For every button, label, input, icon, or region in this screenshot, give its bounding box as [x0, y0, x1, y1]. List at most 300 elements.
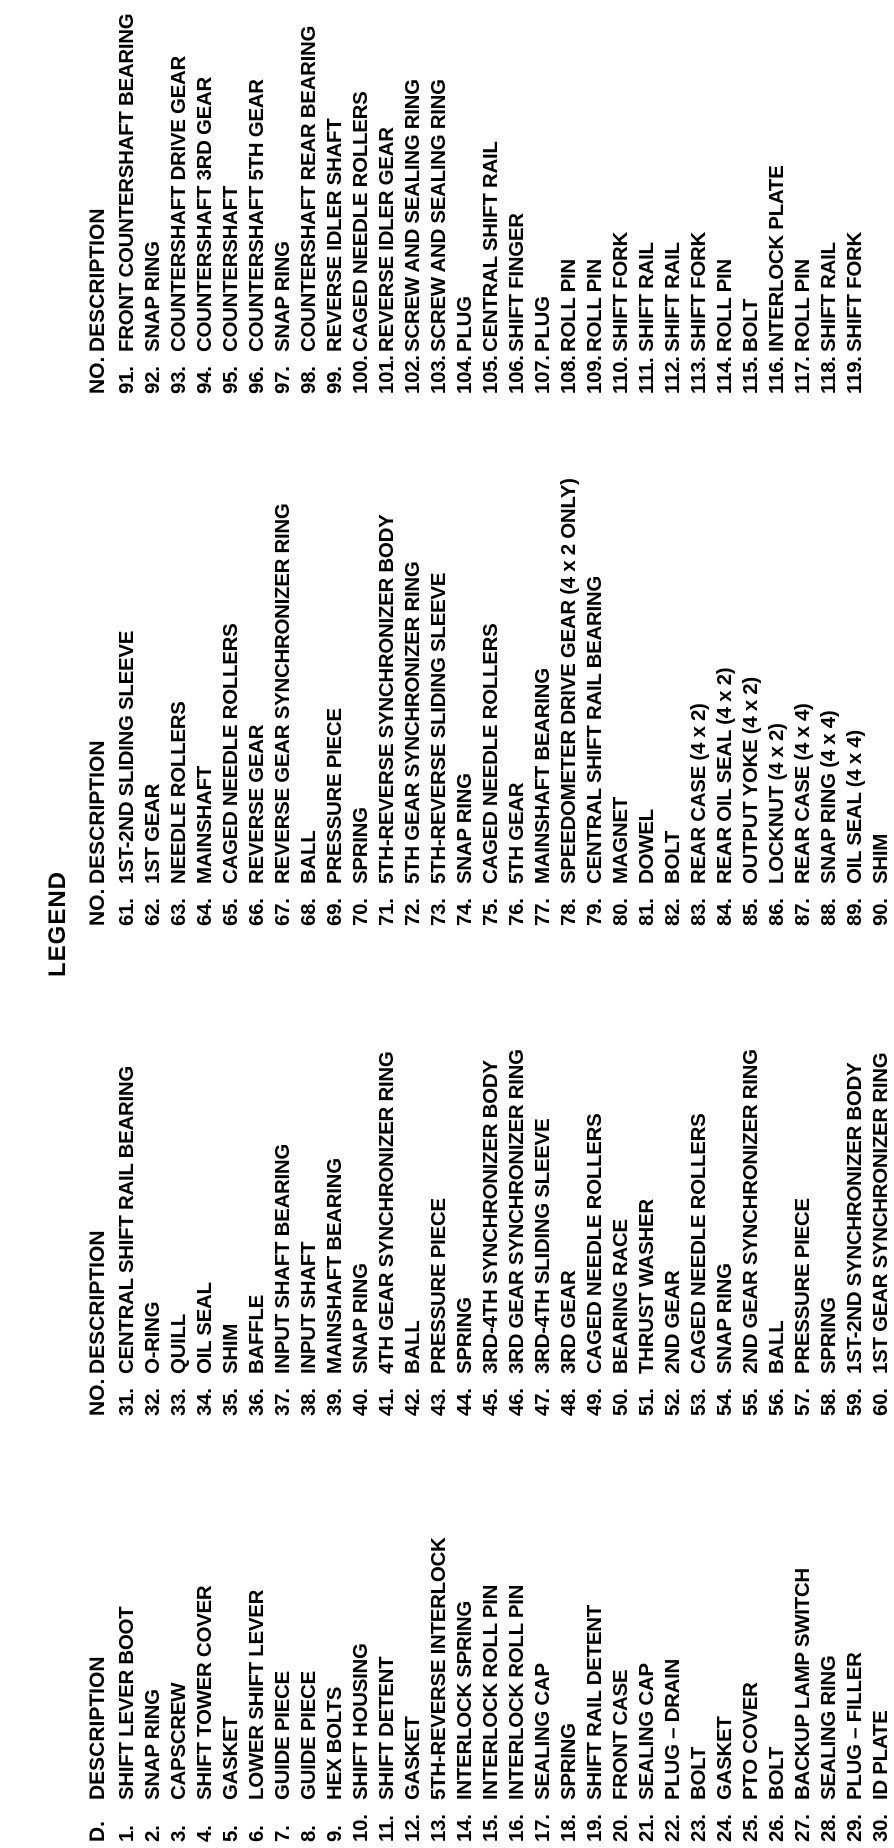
legend-item [790, 478, 816, 926]
legend-item-number: 4. [193, 1825, 216, 1842]
no-header: NO. [86, 888, 109, 926]
legend-item-number: 111. [635, 357, 658, 394]
legend-item [426, 478, 452, 926]
legend-item-description: INTERLOCK ROLL PIN [505, 1584, 528, 1800]
legend-item-description: SNAP RING [141, 241, 164, 352]
legend-item-description: GASKET [713, 1716, 736, 1800]
legend-item [582, 1049, 608, 1416]
legend-item [608, 1049, 634, 1416]
legend-item-number: 79. [583, 898, 606, 926]
legend-item-number: 49. [583, 1388, 606, 1416]
legend-item-number: 119. [843, 356, 866, 394]
legend-item-description: MAINSHAFT [193, 765, 216, 884]
legend-item [868, 1049, 894, 1416]
legend-item [348, 1049, 374, 1416]
legend-item-description: FRONT COUNTERSHAFT BEARING [115, 13, 138, 352]
legend-item-number: 113. [687, 356, 710, 394]
legend-item-number: 15. [479, 1814, 502, 1842]
legend-item-description: SHIFT FORK [843, 232, 866, 352]
legend-item [400, 1537, 426, 1842]
legend-item-description: BALL [765, 1320, 788, 1374]
legend-item-number: 97. [271, 366, 294, 394]
legend-item [790, 1537, 816, 1842]
legend-item-number: 66. [245, 898, 268, 926]
legend-item-number: 101. [375, 355, 398, 394]
legend-item [868, 478, 894, 926]
legend-item-description: REVERSE IDLER GEAR [375, 127, 398, 352]
legend-item-number: 19. [583, 1814, 606, 1842]
legend-item-number: 70. [349, 898, 372, 926]
legend-item-description: 3RD GEAR [557, 1270, 580, 1374]
legend-item [192, 1049, 218, 1416]
legend-item-number: 96. [245, 366, 268, 394]
legend-item-number: 33. [167, 1388, 190, 1416]
legend-item [244, 1049, 270, 1416]
legend-item [556, 1049, 582, 1416]
legend-item [374, 1049, 400, 1416]
legend-item-description: ID PLATE [869, 1710, 892, 1800]
legend-item-number: 68. [297, 898, 320, 926]
legend-item-number: 59. [843, 1388, 866, 1416]
legend-item-description: OIL SEAL (4 x 4) [843, 730, 866, 884]
legend-item-number: 6. [245, 1825, 268, 1842]
legend-item-description: DOWEL [635, 809, 658, 884]
legend-item-description: SPEEDOMETER DRIVE GEAR (4 x 2 ONLY) [557, 478, 580, 884]
legend-item [114, 1537, 140, 1842]
legend-item-number: 71. [375, 898, 398, 926]
legend-column-2 [86, 1049, 894, 1416]
legend-item-number: 115. [739, 356, 762, 394]
legend-item [764, 1537, 790, 1842]
legend-item-number: 98. [297, 366, 320, 394]
legend-item-description: SPRING [453, 1297, 476, 1374]
legend-item-description: HEX BOLTS [323, 1686, 346, 1800]
legend-item-description: SCREW AND SEALING RING [401, 79, 424, 352]
legend-item-description: SHIFT HOUSING [349, 1643, 372, 1800]
legend-item [296, 1537, 322, 1842]
legend-item [452, 478, 478, 926]
legend-item-description: SHIFT FORK [609, 232, 632, 352]
legend-item-description: GUIDE PIECE [271, 1671, 294, 1800]
legend-item-description: 5TH-REVERSE SLIDING SLEEVE [427, 572, 450, 884]
legend-item [218, 478, 244, 926]
legend-item-number: 100. [349, 355, 372, 394]
legend-item [478, 1049, 504, 1416]
legend-item-number: 38. [297, 1388, 320, 1416]
legend-item-description: SNAP RING [453, 773, 476, 884]
legend-item [322, 478, 348, 926]
legend-item [842, 14, 868, 394]
legend-item-number: 43. [427, 1388, 450, 1416]
legend-item-description: ROLL PIN [583, 259, 606, 352]
legend-item-description: BOLT [661, 830, 684, 884]
legend-item-number: 65. [219, 898, 242, 926]
legend-item-number: 29. [843, 1814, 866, 1842]
legend-item [192, 478, 218, 926]
legend-item-number: 52. [661, 1388, 684, 1416]
legend-item-description: 2ND GEAR [661, 1270, 684, 1374]
legend-item [764, 1049, 790, 1416]
legend-item-description: FRONT CASE [609, 1669, 632, 1800]
legend-item [634, 478, 660, 926]
legend-item [634, 14, 660, 394]
legend-item-number: 73. [427, 898, 450, 926]
legend-item-description: BACKUP LAMP SWITCH [791, 1568, 814, 1800]
legend-item-description: SHIFT RAIL [635, 242, 658, 352]
legend-item-number: 50. [609, 1388, 632, 1416]
legend-item [218, 14, 244, 394]
legend-item-number: 47. [531, 1388, 554, 1416]
no-header: NO. [86, 1378, 109, 1416]
legend-item-description: INPUT SHAFT [297, 1241, 320, 1374]
legend-item-number: 1. [115, 1825, 138, 1842]
legend-item-number: 67. [271, 898, 294, 926]
legend-item [738, 1049, 764, 1416]
legend-item [608, 14, 634, 394]
legend-item-number: 46. [505, 1388, 528, 1416]
legend-item-number: 77. [531, 898, 554, 926]
legend-item [712, 1537, 738, 1842]
legend-item-description: BEARING RACE [609, 1219, 632, 1374]
legend-item-number: 75. [479, 898, 502, 926]
legend-item [218, 1537, 244, 1842]
legend-item [192, 14, 218, 394]
legend-item-description: 3RD GEAR SYNCHRONIZER RING [505, 1049, 528, 1374]
legend-item-number: 51. [635, 1388, 658, 1416]
legend-item [556, 1537, 582, 1842]
legend-item-number: 11. [375, 1815, 398, 1842]
legend-item-number: 56. [765, 1388, 788, 1416]
legend-item [582, 14, 608, 394]
legend-item-description: ROLL PIN [557, 259, 580, 352]
legend-item-description: GUIDE PIECE [297, 1671, 320, 1800]
legend-item-description: CENTRAL SHIFT RAIL BEARING [115, 1065, 138, 1374]
description-header: DESCRIPTION [86, 1656, 109, 1800]
legend-item [816, 14, 842, 394]
legend-item [478, 14, 504, 394]
legend-column-3 [86, 478, 894, 926]
legend-item-number: 10. [349, 1814, 372, 1842]
legend-item-number: 3. [167, 1825, 190, 1842]
legend-item [374, 478, 400, 926]
legend-item-description: 5TH GEAR SYNCHRONIZER RING [401, 561, 424, 884]
legend-item-number: 31. [115, 1388, 138, 1416]
legend-item-description: SCREW AND SEALING RING [427, 79, 450, 352]
legend-item-description: CAGED NEEDLE ROLLERS [479, 623, 502, 884]
legend-item [322, 1049, 348, 1416]
legend-item [192, 1537, 218, 1842]
legend-item [712, 478, 738, 926]
legend-item-number: 93. [167, 366, 190, 394]
legend-item-description: ROLL PIN [713, 259, 736, 352]
legend-column-1 [86, 1537, 894, 1842]
legend-item-description: 5TH-REVERSE INTERLOCK [427, 1537, 450, 1800]
legend-item-description: PLUG – FILLER [843, 1652, 866, 1800]
legend-item-description: SHIFT LEVER BOOT [115, 1606, 138, 1800]
legend-item [114, 478, 140, 926]
legend-item [400, 478, 426, 926]
legend-item-description: SNAP RING [271, 241, 294, 352]
legend-item [296, 478, 322, 926]
legend-item-number: 89. [843, 898, 866, 926]
legend-item-description: SHIFT TOWER COVER [193, 1585, 216, 1800]
legend-item [140, 14, 166, 394]
legend-item [114, 1049, 140, 1416]
legend-item-description: SHIM [219, 1323, 242, 1374]
legend-item [426, 1537, 452, 1842]
legend-item [504, 478, 530, 926]
legend-item [790, 1049, 816, 1416]
legend-item [166, 1049, 192, 1416]
legend-item-description: SEALING CAP [635, 1663, 658, 1800]
legend-item-number: 108. [557, 355, 580, 394]
legend-item-number: 27. [791, 1814, 814, 1842]
legend-item [374, 14, 400, 394]
legend-item-description: SEALING RING [817, 1655, 840, 1800]
legend-item [556, 478, 582, 926]
legend-item-number: 45. [479, 1388, 502, 1416]
legend-item [790, 14, 816, 394]
legend-item-number: 16. [505, 1814, 528, 1842]
legend-item [530, 1049, 556, 1416]
legend-item-description: PRESSURE PIECE [791, 1198, 814, 1374]
legend-item-number: 92. [141, 366, 164, 394]
legend-item [842, 478, 868, 926]
legend-item-description: MAGNET [609, 796, 632, 884]
legend-item-number: 118. [817, 356, 840, 394]
legend-item-number: 14. [453, 1814, 476, 1842]
legend-item-number: 61. [115, 898, 138, 926]
legend-item-number: 12. [401, 1814, 424, 1842]
legend-item-description: COUNTERSHAFT 3RD GEAR [193, 76, 216, 352]
legend-item-description: 2ND GEAR SYNCHRONIZER RING [739, 1049, 762, 1374]
legend-item-description: SEALING CAP [531, 1663, 554, 1800]
legend-item [426, 14, 452, 394]
legend-item [452, 1537, 478, 1842]
legend-item-number: 40. [349, 1388, 372, 1416]
legend-item-number: 74. [453, 898, 476, 926]
legend-item-description: SNAP RING (4 x 4) [817, 710, 840, 884]
legend-item-description: REVERSE GEAR SYNCHRONIZER RING [271, 503, 294, 884]
legend-item-description: 3RD-4TH SLIDING SLEEVE [531, 1118, 554, 1374]
legend-item-description: COUNTERSHAFT REAR BEARING [297, 25, 320, 352]
legend-item-number: 99. [323, 366, 346, 394]
legend-item [270, 14, 296, 394]
legend-item [244, 14, 270, 394]
legend-item-number: 39. [323, 1388, 346, 1416]
legend-item-description: BAFFLE [245, 1294, 268, 1374]
legend-item-description: CAGED NEEDLE ROLLERS [349, 91, 372, 352]
legend-item-description: CENTRAL SHIFT RAIL [479, 141, 502, 352]
legend-item-number: 44. [453, 1388, 476, 1416]
legend-item-number: 69. [323, 898, 346, 926]
legend-item [478, 1537, 504, 1842]
legend-item-number: 5. [219, 1825, 242, 1842]
legend-item-number: 102. [401, 355, 424, 394]
legend-item-description: OUTPUT YOKE (4 x 2) [739, 677, 762, 884]
legend-item-description: PLUG [531, 296, 554, 352]
legend-item-description: SHIFT RAIL [661, 242, 684, 352]
legend-item-description: BALL [297, 830, 320, 884]
legend-item [166, 14, 192, 394]
legend-item-number: 88. [817, 898, 840, 926]
legend-item-description: SHIFT RAIL DETENT [583, 1605, 606, 1800]
legend-item-number: 104. [453, 355, 476, 394]
legend-item-description: CAPSCREW [167, 1682, 190, 1800]
legend-item-description: O-RING [141, 1301, 164, 1374]
legend-item [270, 1537, 296, 1842]
legend-item-number: 72. [401, 898, 424, 926]
no-header: NO. [86, 356, 109, 394]
legend-item [842, 1049, 868, 1416]
legend-item [114, 14, 140, 394]
column-header [86, 1537, 114, 1842]
legend-item [140, 478, 166, 926]
column-header [86, 1049, 114, 1416]
legend-item-description: PRESSURE PIECE [427, 1198, 450, 1374]
legend-item-description: SNAP RING [141, 1689, 164, 1800]
legend-item-description: BALL [401, 1320, 424, 1374]
legend-item-description: CAGED NEEDLE ROLLERS [583, 1113, 606, 1374]
legend-item [452, 14, 478, 394]
legend-item-number: 107. [531, 355, 554, 394]
legend-item-number: 28. [817, 1814, 840, 1842]
no-header: D. [86, 1821, 109, 1842]
legend-item [296, 1049, 322, 1416]
legend-item [582, 478, 608, 926]
legend-item-number: 17. [531, 1814, 554, 1842]
legend-item-number: 85. [739, 898, 762, 926]
legend-item [400, 1049, 426, 1416]
legend-item-number: 30. [869, 1814, 892, 1842]
description-header: DESCRIPTION [86, 208, 109, 352]
legend-item-description: PLUG [453, 296, 476, 352]
legend-item-description: 5TH-REVERSE SYNCHRONIZER BODY [375, 514, 398, 884]
legend-item [166, 1537, 192, 1842]
legend-item-description: INTERLOCK PLATE [765, 165, 788, 352]
legend-item-description: PLUG – DRAIN [661, 1658, 684, 1800]
legend-item-number: 63. [167, 898, 190, 926]
legend-item [816, 1049, 842, 1416]
legend-item [686, 478, 712, 926]
legend-item [608, 1537, 634, 1842]
column-header [86, 14, 114, 394]
legend-item-description: REVERSE GEAR [245, 724, 268, 884]
legend-item [686, 1049, 712, 1416]
legend-item [738, 1537, 764, 1842]
legend-item [166, 478, 192, 926]
legend-item-number: 91. [115, 366, 138, 394]
legend-item [504, 1049, 530, 1416]
legend-item [296, 14, 322, 394]
legend-item-description: BOLT [687, 1746, 710, 1800]
legend-item-number: 114. [713, 356, 736, 394]
legend-item-number: 58. [817, 1388, 840, 1416]
legend-item-number: 55. [739, 1388, 762, 1416]
legend-item [530, 478, 556, 926]
legend-item-description: CENTRAL SHIFT RAIL BEARING [583, 575, 606, 884]
legend-item-description: GASKET [219, 1716, 242, 1800]
legend-item [660, 1537, 686, 1842]
legend-item-number: 105. [479, 355, 502, 394]
legend-item-description: INTERLOCK ROLL PIN [479, 1584, 502, 1800]
legend-item-number: 35. [219, 1388, 242, 1416]
legend-item [348, 14, 374, 394]
legend-item-number: 106. [505, 355, 528, 394]
legend-item-number: 7. [271, 1825, 294, 1842]
legend-item-description: LOWER SHIFT LEVER [245, 1589, 268, 1800]
legend-item-number: 109. [583, 355, 606, 394]
legend-item [322, 14, 348, 394]
legend-item [400, 14, 426, 394]
legend-item [686, 1537, 712, 1842]
legend-item-number: 112. [661, 356, 684, 394]
legend-item-description: ROLL PIN [791, 259, 814, 352]
legend-item [738, 478, 764, 926]
legend-item [504, 1537, 530, 1842]
legend-item-description: 1ST GEAR SYNCHRONIZER RING [869, 1052, 892, 1374]
legend-item-number: 9. [323, 1825, 346, 1842]
legend-item [426, 1049, 452, 1416]
legend-item [244, 1537, 270, 1842]
legend-item-number: 23. [687, 1814, 710, 1842]
legend-item-description: QUILL [167, 1314, 190, 1374]
legend-item-description: SNAP RING [349, 1263, 372, 1374]
legend-item-description: 4TH GEAR SYNCHRONIZER RING [375, 1051, 398, 1374]
legend-item-number: 87. [791, 898, 814, 926]
legend-item [764, 14, 790, 394]
legend-item-number: 2. [141, 1825, 164, 1842]
legend-item-description: SPRING [349, 807, 372, 884]
legend-item [660, 14, 686, 394]
legend-item-number: 62. [141, 898, 164, 926]
legend-item-number: 64. [193, 898, 216, 926]
legend-item-number: 103. [427, 355, 450, 394]
legend-item [140, 1537, 166, 1842]
legend-item-description: SHIFT RAIL [817, 242, 840, 352]
legend-item-description: CAGED NEEDLE ROLLERS [687, 1113, 710, 1374]
legend-item-number: 60. [869, 1388, 892, 1416]
legend-item-description: INPUT SHAFT BEARING [271, 1143, 294, 1374]
legend-column-4 [86, 14, 868, 394]
legend-item [270, 1049, 296, 1416]
legend-item [712, 14, 738, 394]
legend-item-description: GASKET [401, 1716, 424, 1800]
legend-item-number: 94. [193, 366, 216, 394]
legend-item-description: MAINSHAFT BEARING [323, 1158, 346, 1374]
legend-item-number: 26. [765, 1814, 788, 1842]
legend-item-description: REAR CASE (4 x 4) [791, 703, 814, 884]
legend-item-description: REAR CASE (4 x 2) [687, 703, 710, 884]
description-header: DESCRIPTION [86, 1230, 109, 1374]
legend-item-description: MAINSHAFT BEARING [531, 668, 554, 884]
legend-item [868, 1537, 894, 1842]
legend-item-description: THRUST WASHER [635, 1199, 658, 1374]
legend-item-number: 95. [219, 366, 242, 394]
legend-item-number: 54. [713, 1388, 736, 1416]
legend-item [582, 1537, 608, 1842]
legend-item-number: 76. [505, 898, 528, 926]
legend-item-description: LOCKNUT (4 x 2) [765, 723, 788, 884]
legend-item [478, 478, 504, 926]
legend-item-number: 41. [375, 1388, 398, 1416]
column-header [86, 478, 114, 926]
legend-item [686, 14, 712, 394]
legend-item-number: 86. [765, 898, 788, 926]
legend-item-description: COUNTERSHAFT [219, 185, 242, 352]
legend-item-number: 32. [141, 1388, 164, 1416]
legend-item-number: 116. [765, 356, 788, 394]
